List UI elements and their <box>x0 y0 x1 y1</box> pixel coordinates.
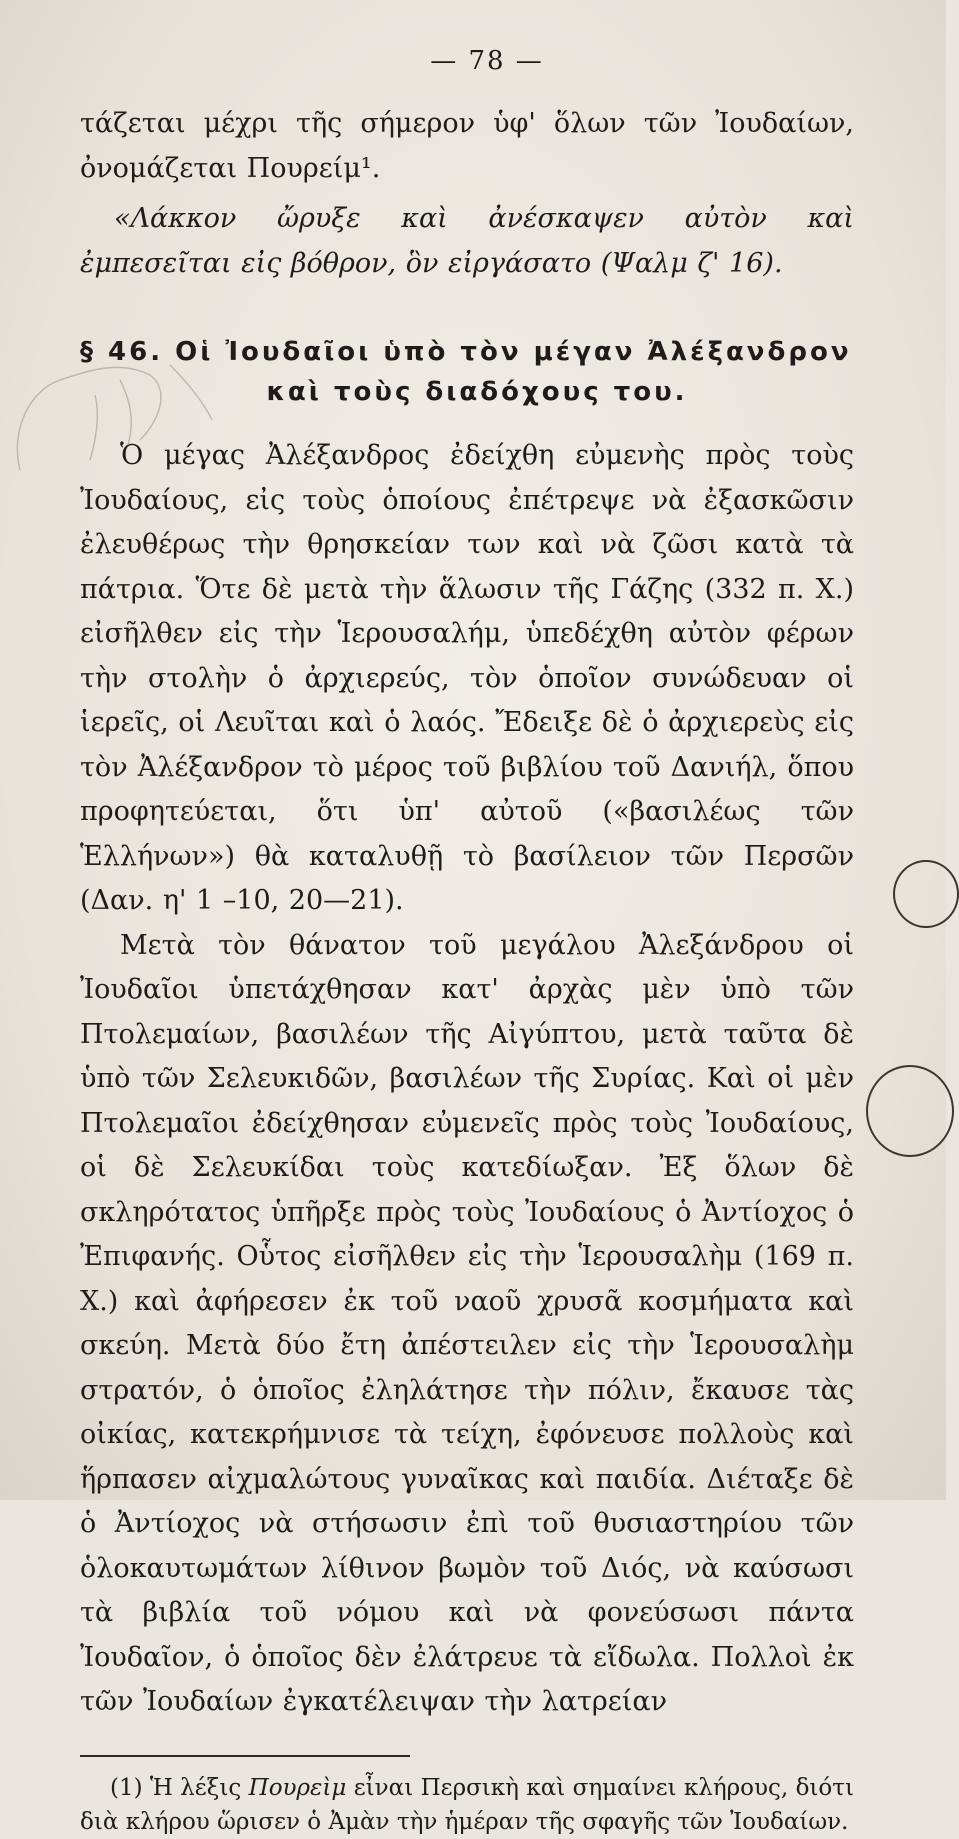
margin-circle-mark <box>866 1065 954 1157</box>
footnote-text-after: εἶναι Περσικὴ καὶ σημαίνει κλήρους, διότι διὰ κλήρου ὥρισεν ὁ Ἀμὰν τὴν ἡμέραν τῆς σφαγῆς τῶν Ἰουδαίων. <box>80 1774 855 1835</box>
footnote-divider <box>80 1755 410 1757</box>
footnote-text-before: Ἡ λέξις <box>149 1774 242 1801</box>
section-paragraph-1: Ὁ μέγας Ἀλέξανδρος ἐδείχθη εὐμενὴς πρὸς τοὺς Ἰουδαίους, εἰς τοὺς ὁποίους ἐπέτρεψε νὰ ἐξασκῶσιν ἐλευθέρως τὴν θρησκείαν των καὶ νὰ ζῶσι κατὰ τὰ πάτρια. Ὅτε δὲ μετὰ τὴν ἅλωσιν τῆς Γάζης (332 π. Χ.) εἰσῆλθεν εἰς τὴν Ἱερουσαλήμ, ὑπεδέχθη αὐτὸν φέρων τὴν στολὴν ὁ ἀρχιερεύς, τὸν ὁποῖον συνώδευαν οἱ ἱερεῖς, οἱ Λευῖται καὶ ὁ λαός. Ἔδειξε δὲ ὁ ἀρχιερεὺς εἰς τὸν Ἀλέξανδρον τὸ μέρος τοῦ βιβλίου τοῦ Δανιήλ, ὅπου προφητεύεται, ὅτι ὑπ' αὐτοῦ («βασιλέως τῶν Ἑλλήνων») θὰ καταλυθῇ τὸ βασίλειον τῶν Περσῶν (Δαν. η' 1 –10, 20—21). <box>80 440 854 916</box>
footnote-term: Πουρεὶμ <box>248 1774 347 1801</box>
margin-circle-mark <box>893 860 959 928</box>
section-paragraph-2: Μετὰ τὸν θάνατον τοῦ μεγάλου Ἀλεξάνδρου οἱ Ἰουδαῖοι ὑπετάχθησαν κατ' ἀρχὰς μὲν ὑπὸ τῶν Πτολεμαίων, βασιλέων τῆς Αἰγύπτου, μετὰ ταῦτα δὲ ὑπὸ τῶν Σελευκιδῶν, βασιλέων τῆς Συρίας. Καὶ οἱ μὲν Πτολεμαῖοι ἐδείχθησαν εὐμενεῖς πρὸς τοὺς Ἰουδαίους, οἱ δὲ Σελευκίδαι τοὺς κατεδίωξαν. Ἐξ ὅλων δὲ σκληρότατος ὑπῆρξε πρὸς τοὺς Ἰουδαίους ὁ Ἀντίοχος ὁ Ἐπιφανής. Οὗτος εἰσῆλθεν εἰς τὴν Ἱερουσαλὴμ (169 π. Χ.) καὶ ἀφήρεσεν ἐκ τοῦ ναοῦ χρυσᾶ κοσμήματα καὶ σκεύη. Μετὰ δύο ἔτη ἀπέστειλεν εἰς τὴν Ἱερουσαλὴμ στρατόν, ὁ ὁποῖος ἐληλάτησε τὴν πόλιν, ἔκαυσε τὰς οἰκίας, κατεκρήμνισε τὰ τείχη, ἐφόνευσε πολλοὺς καὶ ἥρπασεν αἰχμαλώτους γυναῖκας καὶ παιδία. Διέταξε δὲ ὁ Ἀντίοχος νὰ στήσωσιν ἐπὶ τοῦ θυσιαστηρίου τῶν ὁλοκαυτωμάτων λίθινον βωμὸν τοῦ Διός, νὰ καύσωσι τὰ βιβλία τοῦ νόμου καὶ νὰ φονεύσωσι πάντα Ἰουδαῖον, ὁ ὁποῖος δὲν ἐλάτρευε τὰ εἴδωλα. Πολλοὶ ἐκ τῶν Ἰουδαίων ἐγκατέλειψαν τὴν λατρείαν <box>80 929 854 1717</box>
page-number: — 78 — <box>430 46 544 76</box>
section-body <box>80 434 854 1725</box>
psalm-quote: «Λάκκον ὤρυξε καὶ ἀνέσκαψεν αὐτὸν καὶ ἐμπεσεῖται εἰς βόθρον, ὃν εἰργάσατο (Ψαλμ ζ' 16). <box>80 203 854 279</box>
footnote-marker: (1) <box>110 1774 143 1801</box>
section-heading <box>80 332 854 412</box>
section-heading-line-1: § 46. Οἱ Ἰουδαῖοι ὑπὸ τὸν μέγαν Ἀλέξανδρον <box>80 337 852 367</box>
section-heading-line-2: καὶ τοὺς διαδόχους του. <box>266 377 688 407</box>
footnote <box>80 1771 854 1839</box>
opening-paragraph: τάζεται μέχρι τῆς σήμερον ὑφ' ὅλων τῶν Ἰουδαίων, ὀνομάζεται Πουρείμ¹. <box>80 108 854 184</box>
